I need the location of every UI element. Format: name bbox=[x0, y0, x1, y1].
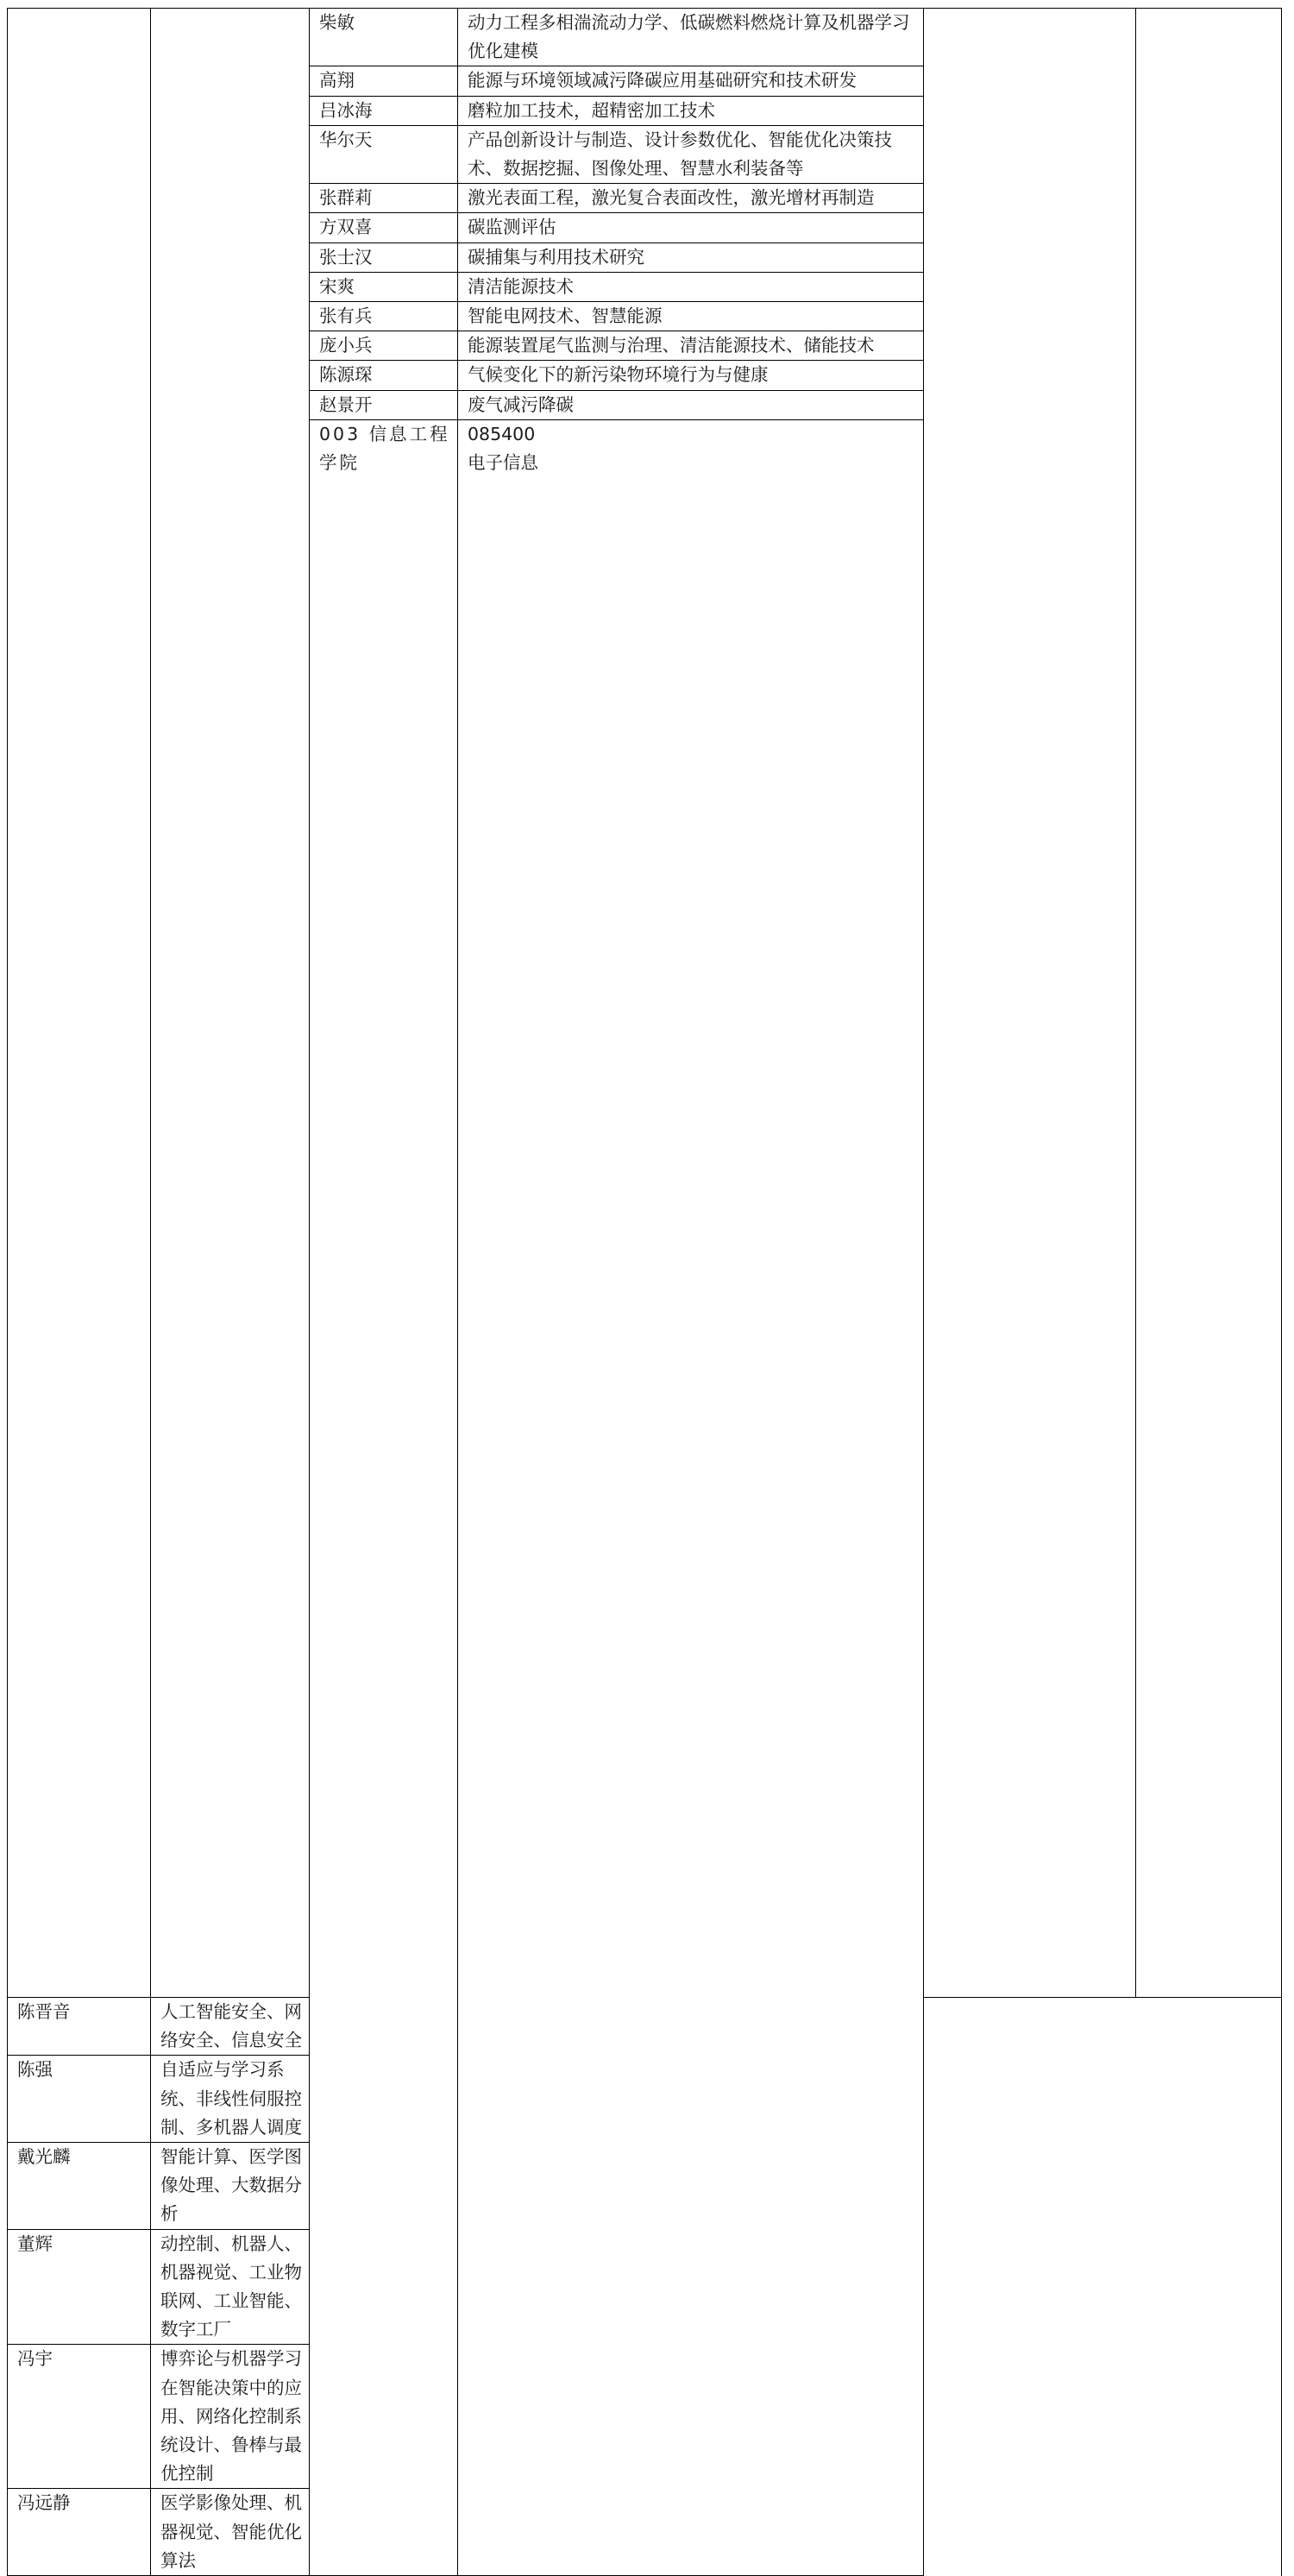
research-direction-cell: 自适应与学习系统、非线性伺服控制、多机器人调度 bbox=[151, 2056, 310, 2143]
college-name-line2: 学院 bbox=[319, 452, 360, 474]
research-direction-cell: 动控制、机器人、机器视觉、工业物联网、工业智能、数字工厂 bbox=[151, 2229, 310, 2345]
supervisor-cell: 张士汉 bbox=[310, 242, 458, 272]
research-direction-cell: 医学影像处理、机器视觉、智能优化算法 bbox=[151, 2489, 310, 2576]
research-direction-cell: 碳监测评估 bbox=[458, 213, 924, 242]
supervisor-cell: 赵景开 bbox=[310, 390, 458, 419]
supervisor-cell: 张有兵 bbox=[310, 302, 458, 331]
remarks-cell-empty bbox=[1136, 9, 1282, 1998]
college-name-line1: 003 信息工程 bbox=[319, 423, 450, 444]
major-name: 电子信息 bbox=[468, 452, 538, 474]
supervisor-cell: 华尔天 bbox=[310, 125, 458, 183]
major-cell-empty bbox=[151, 9, 310, 1998]
research-direction-cell: 动力工程多相湍流动力学、低碳燃料燃烧计算及机器学习优化建模 bbox=[458, 9, 924, 66]
research-direction-cell: 能源与环境领域减污降碳应用基础研究和技术研发 bbox=[458, 66, 924, 96]
supervisor-cell: 冯宇 bbox=[8, 2345, 151, 2489]
research-direction-cell: 智能计算、医学图像处理、大数据分析 bbox=[151, 2143, 310, 2230]
supervisor-cell: 吕冰海 bbox=[310, 96, 458, 125]
college-cell-empty bbox=[8, 9, 151, 1998]
supervisor-cell: 陈强 bbox=[8, 2056, 151, 2143]
supervisor-cell: 冯远静 bbox=[8, 2489, 151, 2576]
research-direction-cell: 废气减污降碳 bbox=[458, 390, 924, 419]
research-direction-cell: 产品创新设计与制造、设计参数优化、智能优化决策技术、数据挖掘、图像处理、智慧水利装备等 bbox=[458, 125, 924, 183]
supervisor-cell: 董辉 bbox=[8, 2229, 151, 2345]
research-direction-cell: 清洁能源技术 bbox=[458, 272, 924, 301]
supervisor-cell: 高翔 bbox=[310, 66, 458, 96]
research-direction-cell: 气候变化下的新污染物环境行为与健康 bbox=[458, 361, 924, 390]
study-mode-cell-empty bbox=[924, 9, 1136, 1998]
research-direction-cell: 人工智能安全、网络安全、信息安全 bbox=[151, 1998, 310, 2056]
supervisor-cell: 庞小兵 bbox=[310, 331, 458, 361]
major-code: 085400 bbox=[468, 423, 536, 444]
supervisor-cell: 戴光麟 bbox=[8, 2143, 151, 2230]
research-direction-cell: 碳捕集与利用技术研究 bbox=[458, 242, 924, 272]
research-direction-cell: 激光表面工程，激光复合表面改性，激光增材再制造 bbox=[458, 184, 924, 213]
college-cell bbox=[310, 419, 458, 2575]
research-direction-cell: 磨粒加工技术，超精密加工技术 bbox=[458, 96, 924, 125]
supervisor-table bbox=[7, 8, 1282, 2576]
supervisor-cell: 陈源琛 bbox=[310, 361, 458, 390]
supervisor-cell: 张群莉 bbox=[310, 184, 458, 213]
research-direction-cell: 博弈论与机器学习在智能决策中的应用、网络化控制系统设计、鲁棒与最优控制 bbox=[151, 2345, 310, 2489]
major-cell bbox=[458, 419, 924, 2575]
supervisor-cell: 柴敏 bbox=[310, 9, 458, 66]
supervisor-cell: 陈晋音 bbox=[8, 1998, 151, 2056]
supervisor-cell: 方双喜 bbox=[310, 213, 458, 242]
table-row bbox=[8, 9, 1282, 66]
research-direction-cell: 智能电网技术、智慧能源 bbox=[458, 302, 924, 331]
research-direction-cell: 能源装置尾气监测与治理、清洁能源技术、储能技术 bbox=[458, 331, 924, 361]
supervisor-cell: 宋爽 bbox=[310, 272, 458, 301]
